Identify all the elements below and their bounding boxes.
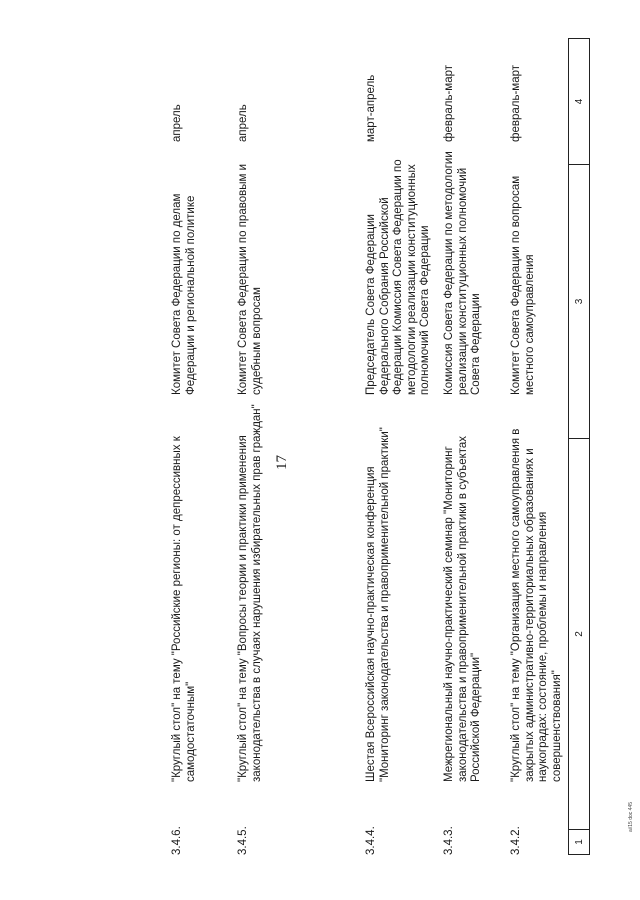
- event-period: февраль-март: [510, 64, 522, 142]
- column-header-1: 1: [569, 830, 590, 855]
- event-period: февраль-март: [443, 64, 455, 142]
- row-number: 3.4.6.: [171, 826, 183, 855]
- column-header-table: [568, 38, 590, 855]
- column-header-row: [569, 39, 590, 855]
- responsible-body: Председатель Совета Федерации Федерального Собрания Российской Федерации Комиссия Совета Федерации по методологии реализации конституционных полномочий Совета Федерации: [365, 159, 431, 395]
- page-number: 17: [274, 455, 290, 470]
- column-header-3: 3: [569, 165, 590, 439]
- event-name: Шестая Всероссийская научно-практическая конференция "Мониторинг законодательства и правоприменительной практики": [365, 427, 391, 782]
- responsible-body: Комитет Совета Федерации по правовым и судебным вопросам: [237, 164, 263, 395]
- event-period: апрель: [237, 104, 249, 142]
- responsible-body: Комитет Совета Федерации по делам Федерации и региональной политике: [171, 193, 197, 395]
- row-number: 3.4.2.: [510, 826, 522, 855]
- row-number: 3.4.4.: [365, 826, 377, 855]
- event-name: "Круглый стол" на тему "Организация местного самоуправления в закрытых административно-территориальных образованиях и наукоградах: состояние, проблемы и направления совершенствования": [510, 428, 563, 782]
- event-name: "Круглый стол" на тему "Российские регионы: от депрессивных к самодостаточным": [171, 436, 197, 782]
- column-header-4: 4: [569, 39, 590, 165]
- row-number: 3.4.5.: [237, 826, 249, 855]
- responsible-body: Комиссия Совета Федерации по методологии реализации конституционных полномочий Совета Федерации: [443, 151, 482, 395]
- event-name: Межрегиональный научно-практический семинар "Мониторинг законодательства и правоприменительной практики в субъектах Российской Федерации": [443, 435, 482, 782]
- event-period: март-апрель: [365, 74, 377, 142]
- document-file-mark: ai/15 doc 445: [628, 801, 634, 832]
- event-name: "Круглый стол" на тему "Вопросы теории и практики применения законодательства в случаях нарушения избирательных прав граждан": [237, 404, 263, 782]
- event-period: апрель: [171, 104, 183, 142]
- row-number: 3.4.3.: [443, 826, 455, 855]
- responsible-body: Комитет Совета Федерации по вопросам местного самоуправления: [510, 175, 536, 395]
- column-header-2: 2: [569, 439, 590, 830]
